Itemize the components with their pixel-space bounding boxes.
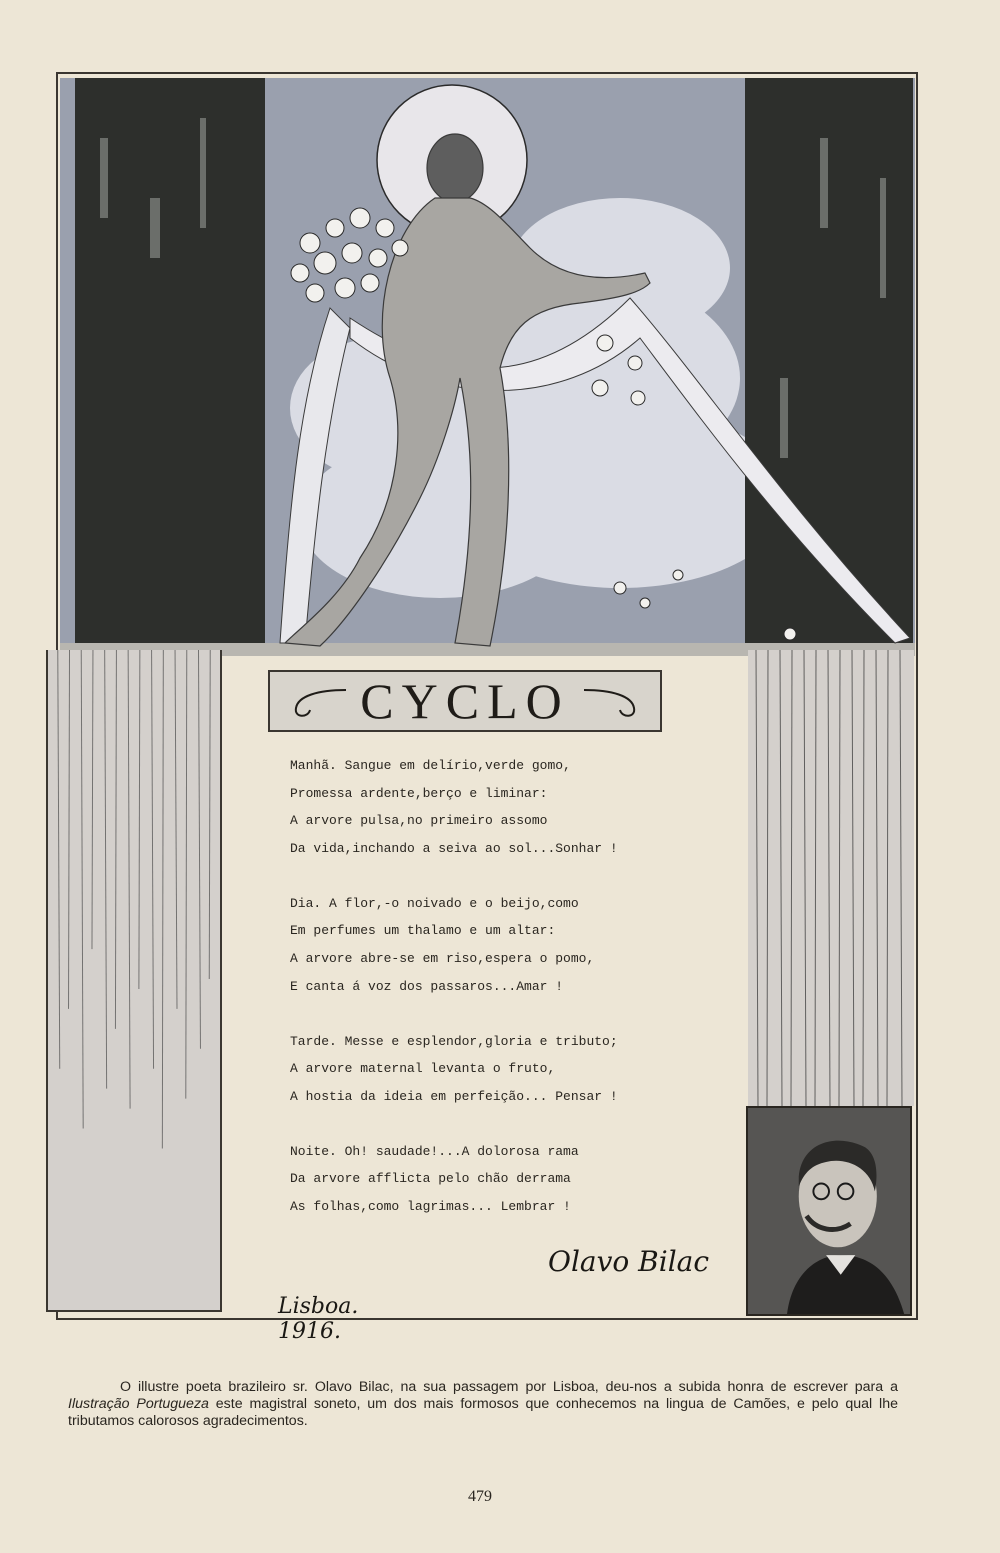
page-number: 479	[468, 1488, 492, 1505]
right-swirl-icon	[582, 682, 642, 722]
poem-line: Da arvore afflicta pelo chão derrama	[290, 1171, 571, 1187]
place-date: Lisboa. 1916.	[278, 1294, 359, 1344]
caption-text: O illustre poeta brazileiro sr. Olavo Bilac, na sua passagem por Lisboa, deu-nos a subida honra de escrever para a	[120, 1379, 898, 1395]
poem-line: Noite. Oh! saudade!...A dolorosa rama	[290, 1143, 579, 1159]
poem-line: E canta á voz dos passaros...Amar !	[290, 978, 564, 994]
poem-line: Dia. A flor,-o noivado e o beijo,como	[290, 895, 579, 911]
poem-line: Da vida,inchando a seiva ao sol...Sonhar !	[290, 841, 618, 857]
poem-line: Promessa ardente,berço e liminar:	[290, 785, 548, 801]
caption-text-end: este magistral soneto, um dos mais formosos que conhecemos na lingua de Camões, e pelo qual lhe tributamos calorosos agradecimentos.	[68, 1396, 898, 1429]
stanza	[290, 890, 730, 1001]
poem	[290, 752, 730, 1248]
poem-line: Tarde. Messe e esplendor,gloria e tributo;	[290, 1033, 618, 1049]
left-swirl-icon	[288, 682, 348, 722]
stanza	[290, 1138, 730, 1221]
poem-line: A hostia da ideia em perfeição... Pensar !	[290, 1088, 618, 1104]
caption	[68, 1379, 898, 1430]
cyclo-illustration	[60, 78, 915, 656]
author-signature: Olavo Bilac	[548, 1245, 710, 1278]
poem-line: Manhã. Sangue em delírio,verde gomo,	[290, 758, 571, 773]
poem-line: A arvore maternal levanta o fruto,	[290, 1061, 556, 1077]
page-title: CYCLO	[360, 673, 570, 729]
title-box	[268, 670, 662, 732]
poem-line: Em perfumes um thalamo e um altar:	[290, 923, 556, 939]
poem-line: A arvore pulsa,no primeiro assomo	[290, 813, 548, 829]
right-hatched-panel	[748, 650, 914, 1106]
stanza	[290, 1028, 730, 1111]
poem-line: A arvore abre-se em riso,espera o pomo,	[290, 951, 595, 967]
stanza	[290, 752, 730, 863]
author-portrait	[746, 1106, 912, 1316]
left-hatched-panel	[46, 650, 222, 1312]
magazine-name: Ilustração Portugueza	[68, 1396, 209, 1412]
poem-line: As folhas,como lagrimas... Lembrar !	[290, 1198, 571, 1214]
